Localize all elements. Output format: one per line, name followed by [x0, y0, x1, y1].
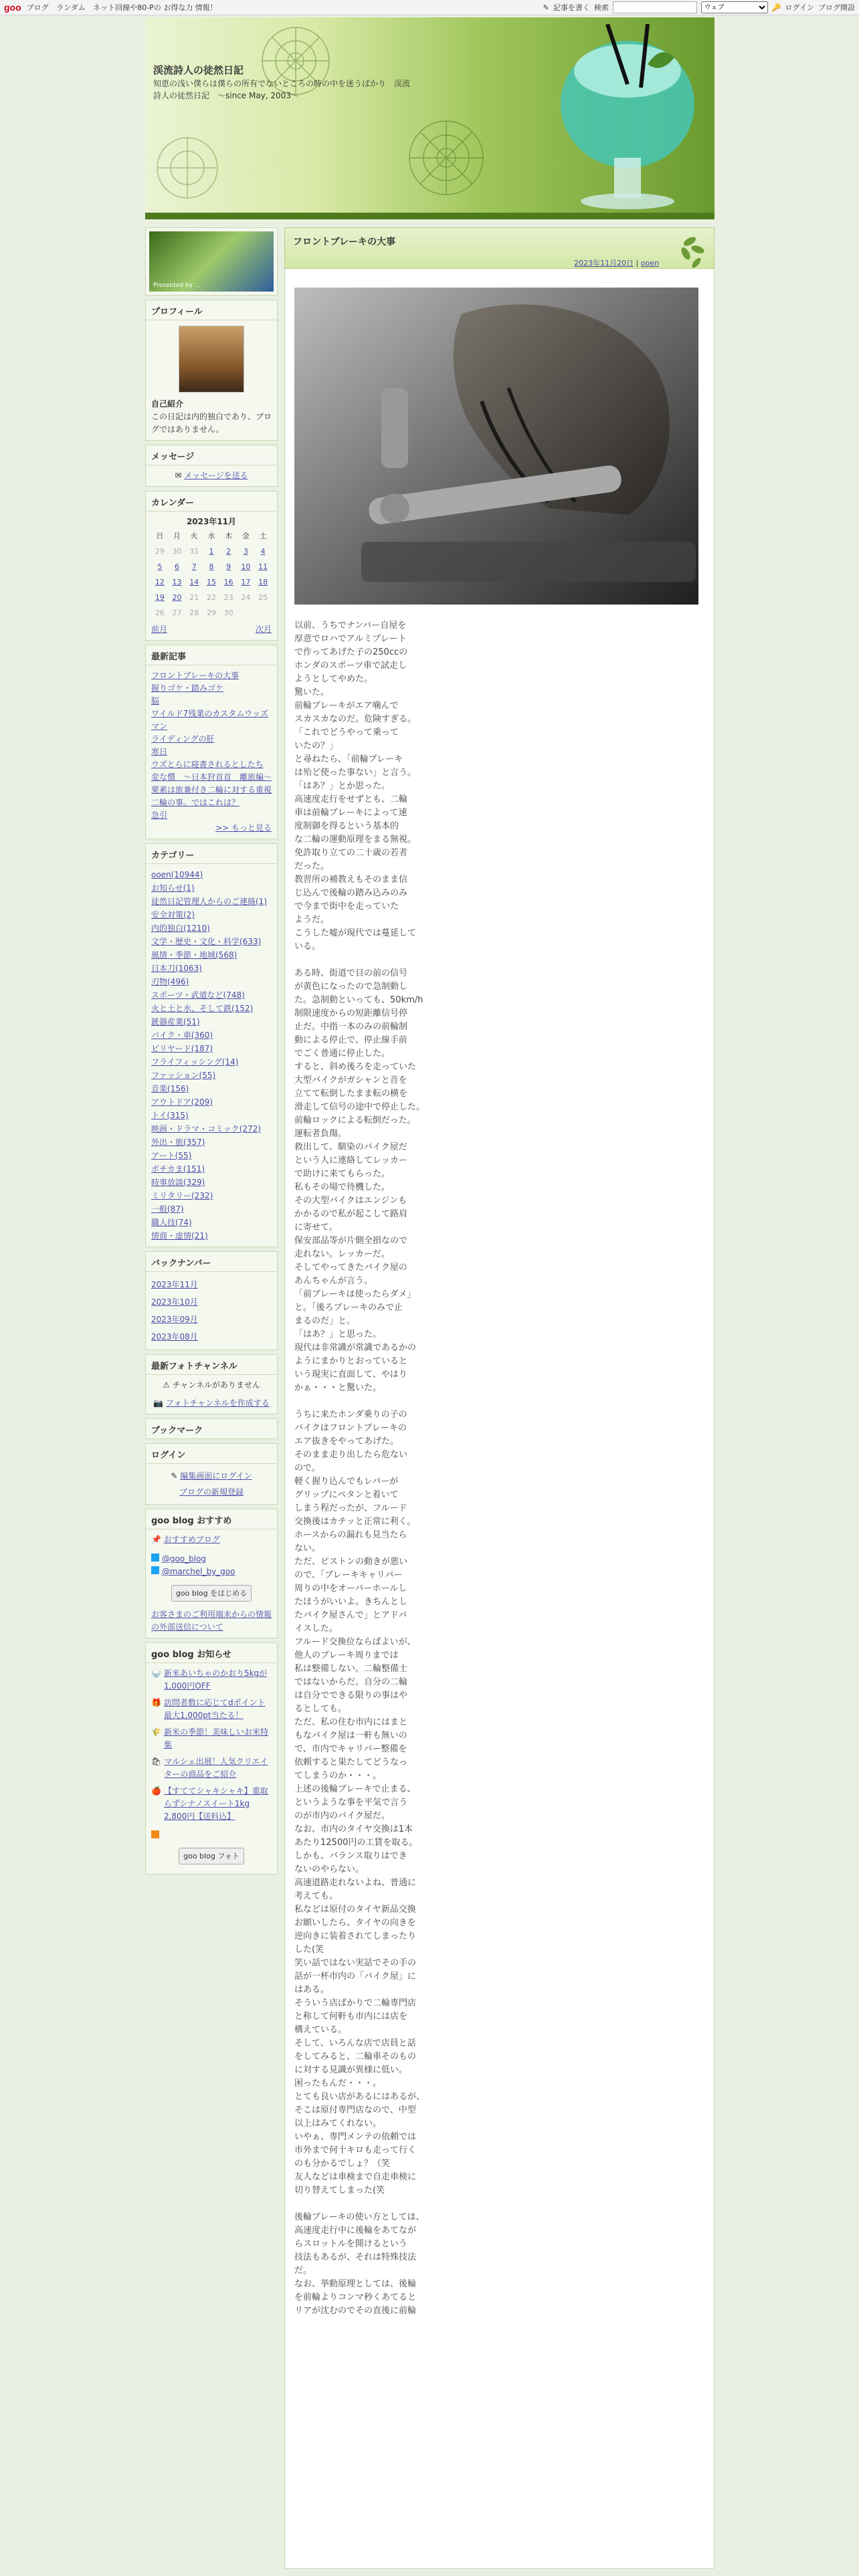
category-link[interactable]: 外出・旅(357) — [151, 1138, 205, 1147]
melon-soda-glass-icon — [547, 24, 701, 211]
category-link[interactable]: ミリタリー(232) — [151, 1191, 213, 1200]
backnumber-list — [146, 1272, 277, 1350]
entry-date-link[interactable]: 2023年11月20日 — [574, 259, 634, 267]
category-list — [146, 864, 277, 1247]
photochannel-content — [146, 1375, 277, 1414]
category-link[interactable]: 徒然日記管理人からのご連絡(1) — [151, 897, 267, 906]
backnumber-heading: バックナンバー — [146, 1252, 277, 1272]
create-photochannel-link[interactable]: フォトチャンネルを作成する — [166, 1398, 270, 1408]
category-link[interactable]: トイ(315) — [151, 1111, 189, 1120]
goo-blog-photo-button[interactable]: goo blog フォト — [179, 1848, 244, 1864]
calendar-day-link[interactable]: 20 — [172, 593, 182, 602]
profile-box — [145, 300, 278, 441]
warning-icon: ⚠ — [163, 1380, 170, 1390]
news-list — [146, 1663, 277, 1874]
calendar-day — [254, 605, 272, 621]
calendar-week — [151, 559, 272, 574]
news-link[interactable]: 新米の季節！美味しいお米特集 — [163, 1727, 268, 1749]
news-icon: 🍎 — [151, 1786, 161, 1796]
calendar-day-link[interactable]: 19 — [155, 593, 165, 602]
recommend-box — [145, 1509, 278, 1638]
backnumber-link[interactable]: 2023年11月 — [151, 1280, 198, 1289]
bookmark-heading: ブックマーク — [151, 1426, 203, 1436]
calendar-day-link[interactable]: 18 — [258, 578, 268, 586]
entry-text: 以前、うちでナンバー自屋を 厚意でロハでアルミプレート で作ってあげた子の250ccの ホンダのスポーツ車で試走し ようとしてやめた。 驚いた。 前輪ブレーキがエア噛んで スカスカなのだ。危険すぎる。 「これでどうやって乗って いたの？」 と尋ねたら、「前輪ブレーキ は殆ど使った事ない」と言う。 「はあ？」とか思った。 高速度走行をせずとも、二輪 車は前輪ブレーキによって速 度制御を得るという基本的 な二輪の運動原理をまる無視。 免許取り立ての二十歳の若者 だった。 教習所の補教えもそのまま信 じ込んで後輪の踏み込みのみ で今まで街中を走っていた ようだ。 こうした嘘が現代では蔓延して いる。 ある時、街道で目の前の信号 が黄色になったので急制動し た。急制動といっても、50km/h 制限速度からの短距離信号停 止だ。中指一本のみの前輪制 動による停止で、停止線手前 でごく普通に停止した。 すると、斜め後ろを走っていた 大型バイクがガシャンと音を 立てて転倒したまま転の横を 滑走して信号の途中で停止した。 前輪ロックによる転倒だった。 運転者負傷。 救出して、馴染のバイク屋だ という人に連絡してレッカー で助けに来てもらった。 私もその場で待機した。 その大型バイクはエンジンも かかるので私が起こして路肩 に寄せて。 保安部品等が片側全損なので 走れない。レッカーだ。 そしてやってきたバイク屋の あんちゃんが言う。 「前ブレーキは使ったらダメ」 と。「後ろブレーキのみで止 まるのだ」と。 「はあ？」と思った。 現代は非常識が常識であるかの ようにまかりとおっていると いう現実に直面して、やはり かぁ・・・と驚いた。 うちに来たホンダ乗りの子の バイクはフロントブレーキの エア抜きをやってあげた。 そのまま走り出したら危ない ので。 軽く握り込んでもレバーが グリップにペタンと着いて しまう程だったが、フルード 交換後はカチッと正常に利く。 ホースからの漏れも見当たら ない。 ただ、ピストンの動きが悪い ので、「ブレーキキャリパー 周りの中をオーバーホールし たほうがいいよ。きちんとし たバイク屋さんで」とアドバ イスした。 フルード交換位ならばよいが、 他人のブレーキ周りまでは 私は整備しない。二輪整備士 ではないからだ。自分の二輪 は自分でできる限りの事はや るとしても。 ただ、私の住む市内にはまと もなバイク屋は一軒も無いの で、市内でキャリパー整備を 依頼すると果たしてどうなっ てしまうのか・・・。 上述の後輪ブレーキで止まる、 というような事を平気で言う のが市内のバイク屋だ。 なお、市内のタイヤ交換は1本 あたり12500円の工賃を取る。 しかも、バランス取りはでき ないのやらない。 高速道路走れないよね、普通に 考えても。 私などは原付のタイヤ新品交換 お願いしたら、タイヤの向きを 逆向きに装着されてしまったり した(笑 笑い話ではない実話でその手の 話が一杯市内の「バイク屋」に はある。 そういう店ばかりで二輪専門店 と称して何軒も市内には店を 構えている。 そして、いろんな店で店員と話 をしてみると、二輪車そのもの に対する見識が異様に低い。 困ったもんだ・・・。 とても良い店があるにはあるが、 そこは原付専門店なので、中型 以上はみてくれない。 いやぁ、専門メンテの依頼では 市外まで何十キロも走って行く のも分かるでしょ？（笑 友人などは車検まで自走車検に 切り替えてしまった(笑 後輪ブレーキの使い方としては、 高速度走行中に後輪をあてなが らスロットルを開けるという 技法もあるが、それは特殊技法 だ。 なお、挙動原理としては、後輪 を前輪よりコンマ秒くあてると リアが沈むのでその直後に前輪 — [294, 621, 425, 2316]
login-box — [145, 1443, 278, 1505]
backnumber-link[interactable]: 2023年08月 — [151, 1332, 198, 1341]
calendar-day: 24 — [241, 593, 251, 602]
sidebar — [145, 227, 278, 1879]
calendar-day-link[interactable]: 4 — [260, 547, 266, 556]
leaf-ornament-icon — [663, 229, 710, 276]
calendar-day-link[interactable]: 1 — [209, 547, 214, 556]
calendar-month: 2023年11月 — [186, 517, 237, 526]
news-link[interactable]: 新米あいちゃのかおり5kgが1,000円OFF — [163, 1669, 268, 1691]
calendar-day: 29 — [206, 609, 216, 617]
calendar-day-link[interactable]: 14 — [189, 578, 199, 586]
calendar-day: 21 — [189, 593, 199, 602]
entry-photo[interactable] — [294, 288, 698, 605]
weekday: 水 — [207, 532, 215, 540]
message-box — [145, 445, 278, 487]
category-link[interactable]: 文学・歴史・文化・科学(633) — [151, 937, 262, 946]
calendar-day-link[interactable]: 12 — [155, 578, 165, 586]
category-link[interactable]: 情商・虚情(21) — [151, 1231, 208, 1241]
calendar-day: 26 — [155, 609, 165, 617]
category-link[interactable]: 内的独白(1210) — [151, 924, 210, 933]
pencil-icon: ✎ — [543, 3, 549, 12]
calendar-day-link[interactable]: 8 — [209, 562, 214, 571]
recent-heading: 最新記事 — [146, 645, 277, 665]
bookmark-box — [145, 1418, 278, 1439]
weekday: 日 — [156, 532, 164, 540]
news-icon: 🎁 — [151, 1698, 161, 1707]
news-icon: 🛍 — [151, 1757, 162, 1766]
calendar-day-link[interactable]: 3 — [243, 547, 248, 556]
login-heading: ログイン — [146, 1444, 277, 1464]
photochannel-heading: 最新フォトチャンネル — [146, 1355, 277, 1375]
weekday: 金 — [242, 532, 250, 540]
calendar-prev-link[interactable]: 前月 — [151, 625, 168, 634]
calendar-day: 31 — [189, 547, 199, 556]
recommend-content — [146, 1529, 277, 1638]
news-link[interactable]: 訪問者数に応じてdポイント最大1,000pt当たる！ — [163, 1698, 266, 1720]
entry-body — [284, 269, 714, 2569]
category-link[interactable]: 風情・季節・地域(568) — [151, 950, 237, 960]
calendar-week — [151, 544, 272, 559]
recent-entry-link[interactable]: ライディングの肝 — [151, 734, 215, 744]
backnumber-link[interactable]: 2023年09月 — [151, 1315, 198, 1324]
message-content — [146, 465, 277, 486]
recent-entry-link[interactable]: 栗素は旅兼付き二輪に対する重視二輪の事。ではこれは？ — [151, 785, 272, 807]
start-goo-blog-button[interactable]: goo blog をはじめる — [171, 1585, 252, 1602]
category-link[interactable]: アウトドア(209) — [151, 1097, 213, 1107]
calendar-day-link[interactable]: 15 — [206, 578, 216, 586]
pin-icon: 📌 — [151, 1535, 161, 1544]
calendar-day-link[interactable]: 7 — [191, 562, 197, 571]
calendar-day-link[interactable]: 9 — [226, 562, 231, 571]
calendar-box — [145, 491, 278, 641]
search-button[interactable]: 検索 — [593, 3, 609, 12]
goo-logo[interactable]: goo — [4, 2, 21, 13]
category-link[interactable]: お知らせ(1) — [151, 883, 195, 893]
calendar-day-link[interactable]: 10 — [241, 562, 251, 571]
calendar-day: 23 — [223, 593, 233, 602]
external-transmission-link[interactable]: お客さまのご利用端末からの情報の外部送信について — [151, 1610, 272, 1632]
recommend-blog-link[interactable]: おすすめブログ — [163, 1535, 220, 1544]
weekday: 火 — [190, 532, 198, 540]
photochannel-none: ⚠ チャンネルがありません — [163, 1380, 260, 1390]
floral-ornament-icon — [151, 131, 224, 205]
news-icon: 🌾 — [151, 1727, 161, 1737]
category-link[interactable]: フライフィッシング(14) — [151, 1057, 239, 1067]
category-link[interactable]: ボチカま(151) — [151, 1164, 205, 1174]
write-link[interactable]: 記事を書く — [553, 3, 590, 12]
edit-icon: ✎ — [171, 1471, 178, 1481]
intro-heading: 自己紹介 — [151, 399, 184, 409]
calendar-nav — [151, 623, 272, 636]
new-blog-link[interactable]: ブログの新規登録 — [179, 1487, 244, 1497]
calendar-day: 29 — [155, 547, 165, 556]
blog-start-link[interactable]: ブログ開設 — [818, 3, 855, 12]
category-link[interactable]: 銃器産業(51) — [151, 1017, 200, 1027]
category-link[interactable]: ファッション(55) — [151, 1071, 216, 1080]
calendar-day: 30 — [172, 547, 182, 556]
category-box — [145, 843, 278, 1247]
calendar-day: 25 — [258, 593, 268, 602]
avatar[interactable] — [179, 326, 244, 393]
category-link[interactable]: アート(55) — [151, 1151, 192, 1160]
twitter-icon — [151, 1553, 159, 1562]
category-link[interactable]: 日本刀(1063) — [151, 964, 202, 973]
category-link[interactable]: バイク・車(360) — [151, 1031, 213, 1040]
calendar-day-link[interactable]: 5 — [157, 562, 163, 571]
calendar-week — [151, 605, 272, 621]
twitter-icon — [151, 1566, 159, 1574]
category-link[interactable]: 音楽(156) — [151, 1084, 189, 1093]
blog-title[interactable]: 渓流詩人の徒然日記 — [153, 64, 244, 76]
category-link[interactable]: ビリヤード(187) — [151, 1044, 213, 1053]
recent-entry-link[interactable]: 寒日 — [151, 747, 168, 756]
photochannel-box — [145, 1354, 278, 1414]
weekday: 月 — [173, 532, 181, 540]
message-heading: メッセージ — [146, 445, 277, 465]
calendar-day-link[interactable]: 2 — [226, 547, 231, 556]
sidebar-banner — [145, 227, 278, 296]
banner-text: Presented by ... — [153, 282, 201, 289]
profile-heading: プロフィール — [146, 300, 277, 320]
calendar-day-link[interactable]: 6 — [175, 562, 180, 571]
twitter-marchel-link[interactable]: @marchel_by_goo — [161, 1567, 235, 1576]
entry-meta: 2023年11月20日 | ooen — [574, 259, 659, 267]
banner-image — [149, 231, 274, 292]
blog-description: 知恵の浅い僕らは僕らの所有でないところの時の中を迷うばかり 渓流詩人の徒然日記 〜since May, 2003〜 — [153, 79, 411, 100]
calendar-day: 28 — [189, 609, 199, 617]
category-heading: カテゴリー — [146, 844, 277, 864]
calendar-table — [151, 528, 272, 621]
calendar-day: 27 — [172, 609, 182, 617]
news-heading: goo blog お知らせ — [146, 1643, 277, 1663]
top-links — [27, 2, 223, 13]
glove-brake-lever-photo — [294, 288, 698, 605]
camera-icon: 📷 — [153, 1398, 164, 1408]
calendar-day-link[interactable]: 17 — [241, 578, 251, 586]
category-link[interactable]: ooen(10944) — [151, 870, 203, 879]
recent-list — [146, 665, 277, 839]
recent-entries-box — [145, 645, 278, 839]
news-icon: 🍚 — [151, 1669, 161, 1678]
calendar-week — [151, 590, 272, 605]
calendar-day: 30 — [223, 609, 233, 617]
calendar-next-link[interactable]: 次月 — [255, 625, 272, 634]
news-link[interactable]: 【すててシャキシャキ】重取らずシナノスイート1kg 2,800円【送料込】 — [163, 1786, 268, 1821]
calendar-day: 22 — [206, 593, 216, 602]
calendar-weekdays — [151, 528, 272, 544]
category-link[interactable]: 時事放談(329) — [151, 1178, 205, 1187]
category-link[interactable]: 火と土と水、そして鉄(152) — [151, 1004, 254, 1013]
news-link[interactable]: マルシェ出展！人気クリエイターの商品をご紹介 — [164, 1757, 268, 1779]
entry-title[interactable]: フロントブレーキの大事 — [293, 237, 396, 247]
backnumber-link[interactable]: 2023年10月 — [151, 1297, 198, 1307]
recent-entry-link[interactable]: ワイルド7残業のカスタムウッズマン — [151, 709, 269, 731]
calendar-day — [237, 605, 255, 621]
entry-header — [284, 227, 714, 269]
recent-entry-link[interactable]: フロントブレーキの大事 — [151, 671, 240, 680]
header-bottom-bar — [145, 213, 714, 219]
calendar-day-link[interactable]: 16 — [223, 578, 233, 586]
rss-icon[interactable] — [151, 1830, 159, 1838]
top-right — [543, 1, 859, 13]
recent-entry-link[interactable]: 脳 — [151, 696, 160, 706]
envelope-icon: ✉ — [175, 471, 182, 480]
profile-content — [146, 320, 277, 440]
send-message-link[interactable]: メッセージを送る — [184, 471, 248, 480]
calendar-week — [151, 574, 272, 590]
search-scope-select[interactable] — [701, 1, 768, 13]
edit-login-link[interactable]: 編集画面にログイン — [180, 1471, 252, 1481]
recent-entry-link[interactable]: 変な慣 〜日本狩首首 離旅編〜 — [151, 772, 272, 782]
recent-entry-link[interactable]: ウズとらに寝書されるとしたち — [151, 760, 264, 769]
login-icon: 🔑 — [771, 3, 781, 12]
goo-top-bar — [0, 0, 859, 15]
top-link-blog[interactable]: ブログ — [26, 3, 49, 12]
intro-text: この日記は内的独白であり、ブログではありません。 — [151, 412, 272, 434]
calendar-content — [146, 512, 277, 640]
news-box — [145, 1642, 278, 1874]
search-input[interactable] — [613, 1, 697, 13]
login-link[interactable]: ログイン — [785, 3, 814, 12]
category-link[interactable]: 映画・ドラマ・コミック(272) — [151, 1124, 262, 1134]
category-link[interactable]: 一般(87) — [151, 1204, 184, 1214]
recent-more-link[interactable]: >> もっと見る — [215, 823, 272, 833]
recommend-heading: goo blog おすすめ — [146, 1509, 277, 1529]
floral-ornament-icon — [399, 111, 493, 205]
recent-entry-link[interactable]: 急引 — [151, 811, 168, 820]
blog-header — [145, 17, 714, 213]
main-content — [284, 227, 714, 2569]
top-link-ad[interactable]: ネット回線や80-Pの お得な力 情報！ — [93, 3, 217, 12]
calendar-heading: カレンダー — [146, 492, 277, 512]
category-link[interactable]: スポーツ・武道など(748) — [151, 990, 245, 1000]
weekday: 木 — [225, 532, 233, 540]
entry-category-link[interactable]: ooen — [640, 259, 659, 267]
photochannel-create — [151, 1397, 272, 1410]
category-link[interactable]: 職人技(74) — [151, 1218, 192, 1227]
login-content — [146, 1464, 277, 1504]
calendar-day-link[interactable]: 13 — [172, 578, 182, 586]
top-link-random[interactable]: ランダム — [56, 3, 86, 12]
weekday: 土 — [259, 532, 267, 540]
category-link[interactable]: 安全対策(2) — [151, 910, 195, 920]
backnumber-box — [145, 1251, 278, 1350]
recent-entry-link[interactable]: 握りゴケ・踏みゴケ — [151, 683, 224, 693]
calendar-day-link[interactable]: 11 — [258, 562, 268, 571]
twitter-goo-blog-link[interactable]: @goo_blog — [161, 1554, 207, 1564]
category-link[interactable]: 刃物(496) — [151, 977, 189, 986]
